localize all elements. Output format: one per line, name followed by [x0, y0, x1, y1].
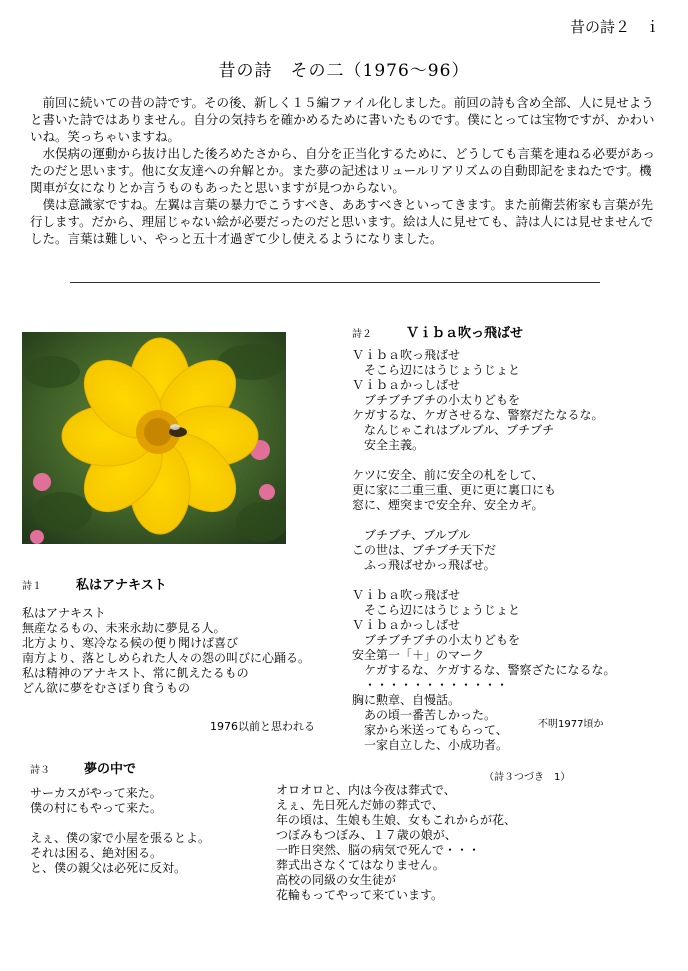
intro-text — [30, 94, 660, 247]
poem-line: あの頃一番苦しかった。 — [352, 708, 497, 722]
poem2-body — [352, 348, 672, 753]
poem-line: 無産なるもの、未来永劫に夢見る人。 — [22, 621, 226, 635]
poem-line: 南方より、落としめられた人々の怨の叫びに心踊る。 — [22, 651, 311, 665]
poem-line: 私は精神のアナキスト、常に飢えたるもの — [22, 666, 249, 680]
poem-line: どん欲に夢をむさぼり食うもの — [22, 681, 191, 695]
poem-line: 家から米送ってもらって、 — [352, 723, 508, 737]
poem-line: Ｖｉｂａ吹っ飛ばせ — [352, 588, 461, 602]
poem3-number: 詩３ — [30, 765, 50, 776]
poem-line: この世は、ブチブチ天下だ — [352, 543, 497, 557]
poem-line: なんじゃこれはブルブル、ブチブチ — [352, 423, 555, 437]
poem-line: ケガするな、ケガさせるな、警察だたなるな。 — [352, 408, 604, 422]
poem-line: ブチブチブチの小太りどもを — [352, 393, 521, 407]
poem-line: 安全主義。 — [352, 438, 425, 452]
poem-line: 安全第一「＋」のマーク — [352, 648, 485, 662]
poem-line: サーカスがやって来た。 — [30, 786, 162, 800]
poem-line: 葬式出さなくてはなりません。 — [276, 858, 445, 872]
poem-line: 僕の村にもやって来た。 — [30, 801, 163, 815]
poem2-title: Ｖｉｂａ吹っ飛ばせ — [406, 326, 524, 341]
poem3-title: 夢の中で — [84, 762, 137, 777]
poem3-continuation-body — [276, 783, 636, 903]
poem-line: 年の頃は、生娘も生娘、女もこれからが花、 — [276, 813, 517, 827]
poem1-body — [22, 606, 322, 696]
poem-line — [30, 816, 270, 831]
poem-line: 北方より、寒冷なる候の便り聞けば喜び — [22, 636, 239, 650]
intro-paragraph: 僕は意識家ですね。左翼は言葉の暴力でこうすべき、ああすべきといってきます。また前衛芸術家も言葉が先行します。だから、理屈じゃない絵が必要だったのだと思います。絵は人に見せても、詩は人には見せませんでした。言葉は難しい、やっと五十才過ぎて少し使えるようになりました。 — [30, 197, 654, 246]
poem-line — [352, 573, 672, 588]
poem-line: 胸に勲章、自慢話。 — [352, 693, 461, 707]
poem-line: ブチブチ、ブルブル — [352, 528, 471, 542]
poem-line: ・・・・・・・・・・・・ — [352, 678, 509, 692]
poem-line: 一家自立した、小成功者。 — [352, 738, 509, 752]
poem2-heading — [352, 322, 523, 341]
poem-line: ふっ飛ばせかっ飛ばせ。 — [352, 558, 496, 572]
poem1-title: 私はアナキスト — [76, 578, 167, 593]
poem2-date-note: 不明1977頃か — [538, 719, 604, 730]
poem-line: 私はアナキスト — [22, 606, 106, 620]
flower-photo — [22, 332, 286, 544]
poem-line: つぼみもつぼみ、１７歳の娘が、 — [276, 828, 457, 842]
poem3-continuation-note: （詩３つづき 1） — [484, 772, 571, 783]
poem-line: と、僕の親父は必死に反対。 — [30, 861, 187, 875]
poem-line: Ｖｉｂａ吹っ飛ばせ — [352, 348, 461, 362]
poem-line: Ｖｉｂａかっしばせ — [352, 618, 461, 632]
intro-paragraph: 水俣病の運動から抜け出した後ろめたさから、自分を正当化するために、どうしても言葉を連ねる必要があったのだと思います。他に女友達への弁解とか。また夢の記述はリュールリアリズムの自動即記をまねたです。機関車が女になりとか言うものもあったと思いますが見つからない。 — [30, 146, 655, 195]
page-header-label: 昔の詩２ ｉ — [569, 18, 660, 36]
poem-line: オロオロと、内は今夜は葬式で、 — [276, 783, 456, 797]
poem-line: えぇ、先日死んだ姉の葬式で、 — [276, 798, 444, 812]
poem-line: ブチブチブチの小太りどもを — [352, 633, 521, 647]
poem-line — [352, 453, 672, 468]
poem-line: そこら辺にはうじょうじょと — [352, 363, 521, 377]
poem1-number: 詩１ — [22, 581, 42, 592]
page-title: 昔の詩 その二（1976～96） — [218, 61, 470, 81]
poem-line: 更に家に二重三重、更に更に裏口にも — [352, 483, 557, 497]
poem-line: 花輪もってやって来ています。 — [276, 888, 444, 902]
poem-line: 窓に、煙突まで安全弁、安全カギ。 — [352, 498, 544, 512]
poem1-heading — [22, 574, 167, 593]
poem-line: ケガするな、ケガするな、警察ざたになるな。 — [352, 663, 616, 677]
poem-line: Ｖｉｂａかっしばせ — [352, 378, 461, 392]
poem1-date-note: 1976以前と思われる — [210, 720, 315, 733]
poem-line — [352, 513, 672, 528]
poem-line: そこら辺にはうじょうじょと — [352, 603, 521, 617]
poem3-heading — [30, 758, 136, 777]
poem-line: 一昨日突然、脳の病気で死んで・・・ — [276, 843, 481, 857]
poem3-body — [30, 786, 270, 876]
poem-line: ケツに安全、前に安全の札をして、 — [352, 468, 544, 482]
divider — [70, 282, 600, 283]
flower-image — [22, 332, 286, 544]
poem2-number: 詩２ — [352, 329, 372, 340]
intro-paragraph: 前回に続いての昔の詩です。その後、新しく１５編ファイル化しました。前回の詩も含め全部、人に見せようと書いた詩ではありません。自分の気持ちを確かめるために書いたものです。僕にとっては宝物ですが、かわいいね。笑っちゃいますね。 — [30, 95, 655, 144]
poem-line: えぇ、僕の家で小屋を張るとよ。 — [30, 831, 211, 845]
poem-line: 高校の同級の女生徒が — [276, 873, 397, 887]
poem-line: それは困る、絶対困る。 — [30, 846, 163, 860]
